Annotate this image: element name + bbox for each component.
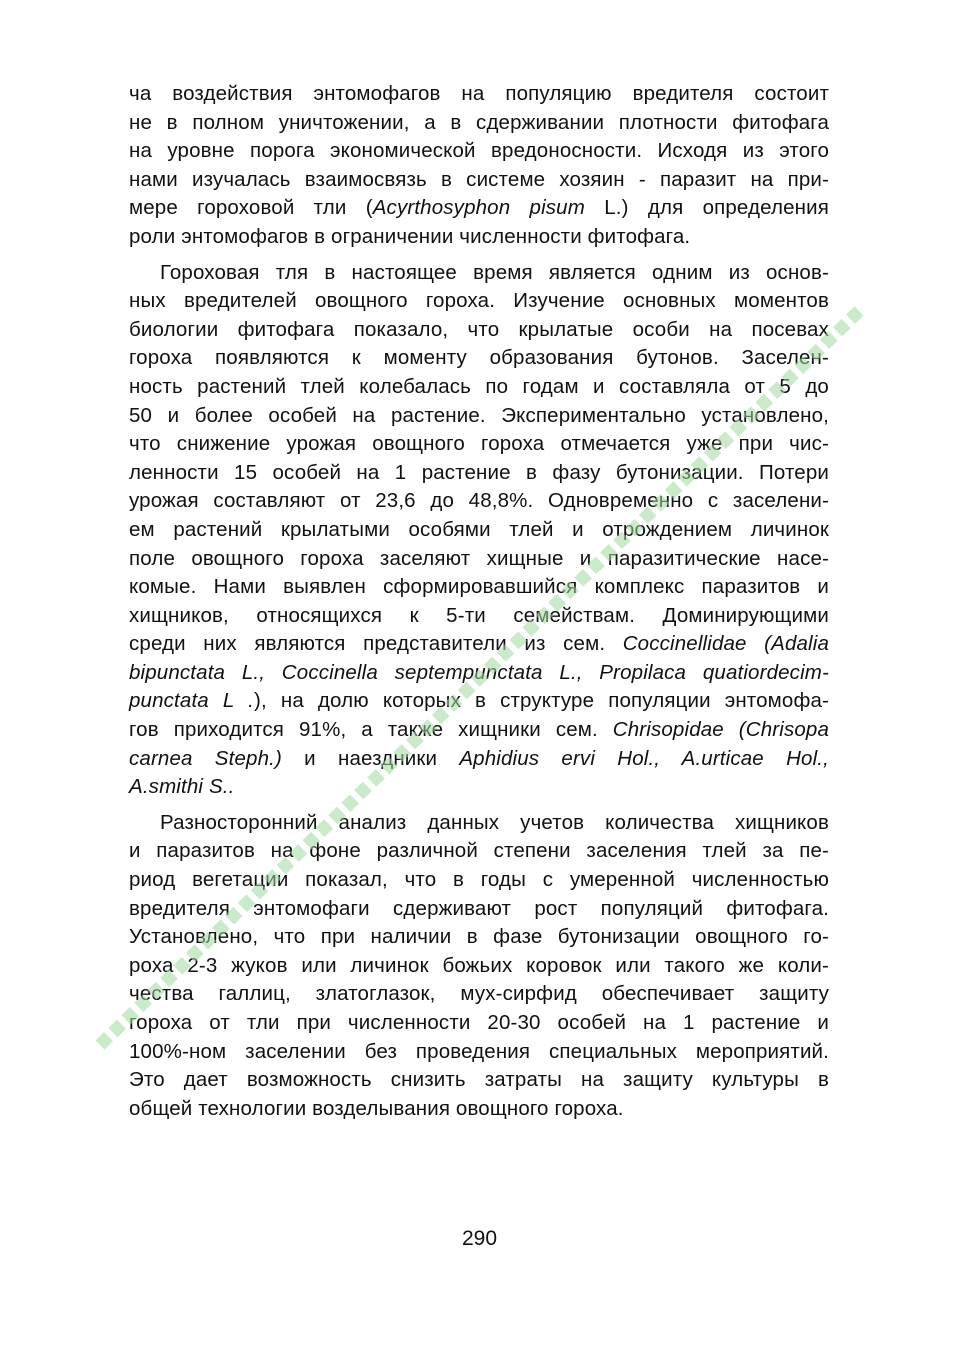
text-line: ча воздействия энтомофагов на популяцию вредителя состоит xyxy=(129,82,829,105)
text-line: роли энтомофагов в ограничении численности фитофага. xyxy=(129,224,691,248)
text-line: Гороховая тля в настоящее время является одним из основ- xyxy=(160,260,829,284)
text-line: 50 и более особей на растение. Экспериментально установлено, xyxy=(129,403,829,427)
text-line: хищников, относящихся к 5-ти семействам. Доминирующими xyxy=(129,603,829,627)
text-line: мере гороховой тли (Acyrthosyphon pisum L.) для определения xyxy=(129,196,829,220)
text-line: риод вегетации показал, что в годы с умеренной численностью xyxy=(129,868,829,892)
body-text xyxy=(129,80,829,1123)
text-line: нами изучалась взаимосвязь в системе хозяин - паразит на при- xyxy=(129,167,829,191)
text-line: ленности 15 особей на 1 растение в фазу бутонизации. Потери xyxy=(129,460,829,484)
text-line: ность растений тлей колебалась по годам и составляла от 5 до xyxy=(129,374,829,398)
text-line: на уровне порога экономической вредоносности. Исходя из этого xyxy=(129,139,829,163)
paragraph-3 xyxy=(129,809,829,1124)
text-line: и паразитов на фоне различной степени заселения тлей за пе- xyxy=(129,839,829,863)
text-line: поле овощного гороха заселяют хищные и паразитические насе- xyxy=(129,546,829,570)
text-line: Установлено, что при наличии в фазе бутонизации овощного го- xyxy=(129,925,829,949)
paragraph-1 xyxy=(129,80,829,252)
paragraph-2 xyxy=(129,259,829,802)
text-line: вредителя энтомофаги сдерживают рост популяций фитофага. xyxy=(129,896,829,920)
text-line: A.smithi S.. xyxy=(129,775,235,799)
text-line: гороха появляются к моменту образования бутонов. Заселен- xyxy=(129,346,829,370)
text-line: общей технологии возделывания овощного гороха. xyxy=(129,1096,624,1120)
text-line: ем растений крылатыми особями тлей и отрождением личинок xyxy=(129,517,829,541)
text-line: carnea Steph.) и наездники Aphidius ervi Hol., A.urticae Hol., xyxy=(129,746,829,770)
text-line: ных вредителей овощного гороха. Изучение основных моментов xyxy=(129,289,829,313)
text-line: Это дает возможность снизить затраты на защиту культуры в xyxy=(129,1068,829,1092)
text-line: Разносторонний анализ данных учетов количества хищников xyxy=(160,810,829,834)
text-line: роха 2-3 жуков или личинок божьих коровок или такого же коли- xyxy=(129,953,829,977)
text-line: гороха от тли при численности 20-30 особей на 1 растение и xyxy=(129,1011,829,1034)
text-line: чества галлиц, златоглазок, мух-сирфид обеспечивает защиту xyxy=(129,982,829,1006)
text-line: не в полном уничтожении, а в сдерживании плотности фитофага xyxy=(129,110,829,134)
text-line: биологии фитофага показало, что крылатые особи на посевах xyxy=(129,317,829,341)
text-line: что снижение урожая овощного гороха отмечается уже при чис- xyxy=(129,432,829,456)
text-line: punctata L .), на долю которых в структуре популяции энтомофа- xyxy=(129,689,829,713)
text-line: урожая составляют от 23,6 до 48,8%. Одновременно с заселени- xyxy=(129,489,829,513)
text-line: bipunctata L., Coccinella septempunctata L., Propilaca quatiordecim- xyxy=(129,660,829,684)
text-line: гов приходится 91%, а также хищники сем. Chrisopidae (Chrisopa xyxy=(129,718,829,742)
page-number: 290 xyxy=(461,1227,498,1250)
text-line: комые. Нами выявлен сформировавшийся комплекс паразитов и xyxy=(129,575,829,599)
text-line: 100%-ном заселении без проведения специальных мероприятий. xyxy=(129,1039,829,1063)
text-line: среди них являются представители из сем. Coccinellidae (Adalia xyxy=(129,632,830,656)
